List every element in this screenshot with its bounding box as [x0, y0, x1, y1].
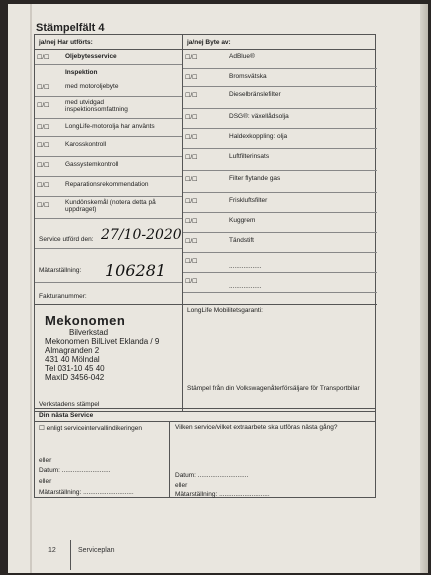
matar-label: Mätarställning: ............................ — [39, 489, 134, 496]
stamp-brand: Mekonomen — [45, 313, 126, 328]
eller-label: eller — [175, 482, 188, 489]
binding-fold — [30, 4, 32, 573]
right-header: ja/nej Byte av: — [187, 39, 231, 46]
checkbox-pair[interactable]: ☐/☐ — [185, 115, 198, 121]
checkbox-pair[interactable]: ☐/☐ — [185, 135, 198, 141]
mileage-row — [35, 249, 182, 283]
form-header — [35, 35, 375, 50]
checkbox-pair[interactable]: ☐/☐ — [37, 203, 50, 209]
page-number: 12 — [48, 547, 56, 554]
workshop-stamp — [45, 313, 159, 382]
left-item-label: med motoroljebyte — [65, 83, 119, 90]
eller-label: eller — [39, 478, 52, 485]
right-row — [183, 109, 377, 129]
left-row — [35, 79, 182, 97]
service-date-label: Service utförd den: — [39, 236, 94, 243]
datum-label: Datum: ........................... — [39, 467, 111, 474]
left-row — [35, 197, 182, 219]
invoice-row — [35, 283, 182, 305]
right-item-label: Kuggrem — [229, 217, 256, 224]
left-row — [35, 97, 182, 119]
right-row — [183, 87, 377, 109]
vw-stamp-label: Stämpel från din Volkswagenåterförsäljare för Transportbilar — [187, 385, 360, 392]
right-row — [183, 149, 377, 171]
mileage-label: Mätarställning: — [39, 267, 82, 274]
column-divider — [169, 421, 170, 497]
mileage-value[interactable]: 106281 — [105, 261, 167, 280]
service-date-value[interactable]: 27/10-2020 — [101, 227, 182, 243]
checkbox-pair[interactable]: ☐/☐ — [37, 85, 50, 91]
footer-rule — [70, 540, 71, 570]
checkbox-pair[interactable]: ☐/☐ — [185, 177, 198, 183]
left-item-label: Inspektion — [65, 69, 98, 76]
checkbox-pair[interactable]: ☐/☐ — [37, 103, 50, 109]
checkbox-pair[interactable]: ☐/☐ — [185, 93, 198, 99]
checkbox-pair[interactable]: ☐/☐ — [37, 183, 50, 189]
left-row — [35, 137, 182, 157]
page-title: Stämpelfält 4 — [36, 22, 105, 34]
right-row-blank: ☐/☐ .................. — [183, 253, 377, 273]
right-item-label: Friskluftsfilter — [229, 197, 268, 204]
right-item-label: DSG®: växellådsolja — [229, 113, 289, 120]
longlife-label: LongLife Mobilitetsgaranti: — [187, 307, 263, 314]
checkbox-pair[interactable]: ☐/☐ — [185, 199, 198, 205]
right-item-label: Dieselbränslefilter — [229, 91, 281, 98]
workshop-stamp-area — [35, 305, 182, 413]
checkbox-pair[interactable]: ☐/☐ — [185, 279, 198, 285]
left-item-label: Kundönskemål (notera detta på uppdraget) — [65, 199, 156, 213]
left-row — [35, 49, 182, 65]
left-item-label: Karosskontroll — [65, 141, 107, 148]
checkbox-pair[interactable]: ☐/☐ — [185, 155, 198, 161]
checkbox-pair[interactable]: ☐/☐ — [185, 219, 198, 225]
stamp-form — [34, 34, 376, 412]
left-row — [35, 119, 182, 137]
checkbox-pair[interactable]: ☐/☐ — [185, 239, 198, 245]
left-item-label: LongLife-motorolja har använts — [65, 123, 155, 130]
left-item-label: Gassystemkontroll — [65, 161, 119, 168]
right-item-label: AdBlue® — [229, 53, 255, 60]
right-row — [183, 213, 377, 233]
eller-label: eller — [39, 457, 52, 464]
next-question: Vilken service/vilket extraarbete ska utföras nästa gång? — [175, 424, 338, 431]
workshop-label: Verkstadens stämpel — [39, 401, 100, 408]
checkbox-pair[interactable]: ☐/☐ — [37, 163, 50, 169]
stamp-sub: Bilverkstad — [69, 328, 109, 337]
right-row-blank: ☐/☐ .................. — [183, 273, 377, 293]
next-service-box — [34, 408, 376, 498]
checkbox-pair[interactable]: ☐/☐ — [185, 75, 198, 81]
right-row — [183, 193, 377, 213]
right-row — [183, 171, 377, 193]
checkbox-pair[interactable]: ☐/☐ — [37, 143, 50, 149]
datum-label: Datum: ............................ — [175, 472, 249, 479]
right-row — [183, 233, 377, 253]
stamp-line: Mekonomen BilLivet Eklanda / 9 — [45, 337, 160, 346]
left-row — [35, 177, 182, 197]
right-row — [183, 49, 377, 69]
interval-option[interactable]: ☐ enligt serviceintervallindikeringen — [39, 425, 143, 432]
stamp-line: Almagranden 2 — [45, 346, 100, 355]
right-row — [183, 69, 377, 87]
left-header: ja/nej Har utförts: — [39, 39, 93, 46]
stamp-line: 431 40 Mölndal — [45, 355, 100, 364]
checkbox-pair[interactable]: ☐/☐ — [37, 55, 50, 61]
next-service-title: Din nästa Service — [39, 412, 94, 419]
right-item-label: Bromsvätska — [229, 73, 267, 80]
left-item-label: Reparationsrekommendation — [65, 181, 149, 188]
right-item-label: Luftfilterinsats — [229, 153, 270, 160]
right-item-label: Filter flytande gas — [229, 175, 281, 182]
checkbox-pair[interactable]: ☐/☐ — [37, 125, 50, 131]
stamp-line: Tel 031-10 45 40 — [45, 364, 105, 373]
page-section: Serviceplan — [78, 547, 115, 554]
matar-label: Mätarställning: ............................ — [175, 491, 270, 498]
right-row — [183, 129, 377, 149]
checkbox-pair[interactable]: ☐/☐ — [185, 259, 198, 265]
invoice-label: Fakturanummer: — [39, 293, 87, 300]
left-row — [35, 65, 182, 79]
left-item-label: med utvidgad inspektionsomfattning — [65, 99, 128, 113]
service-date-row — [35, 219, 182, 249]
stamp-line: MaxID 3456-042 — [45, 373, 105, 382]
right-item-label: Tändstift — [229, 237, 254, 244]
left-row — [35, 157, 182, 177]
left-item-label: Oljebytesservice — [65, 53, 117, 60]
checkbox-pair[interactable]: ☐/☐ — [185, 55, 198, 61]
right-item-label: Haldexkoppling: olja — [229, 133, 288, 140]
